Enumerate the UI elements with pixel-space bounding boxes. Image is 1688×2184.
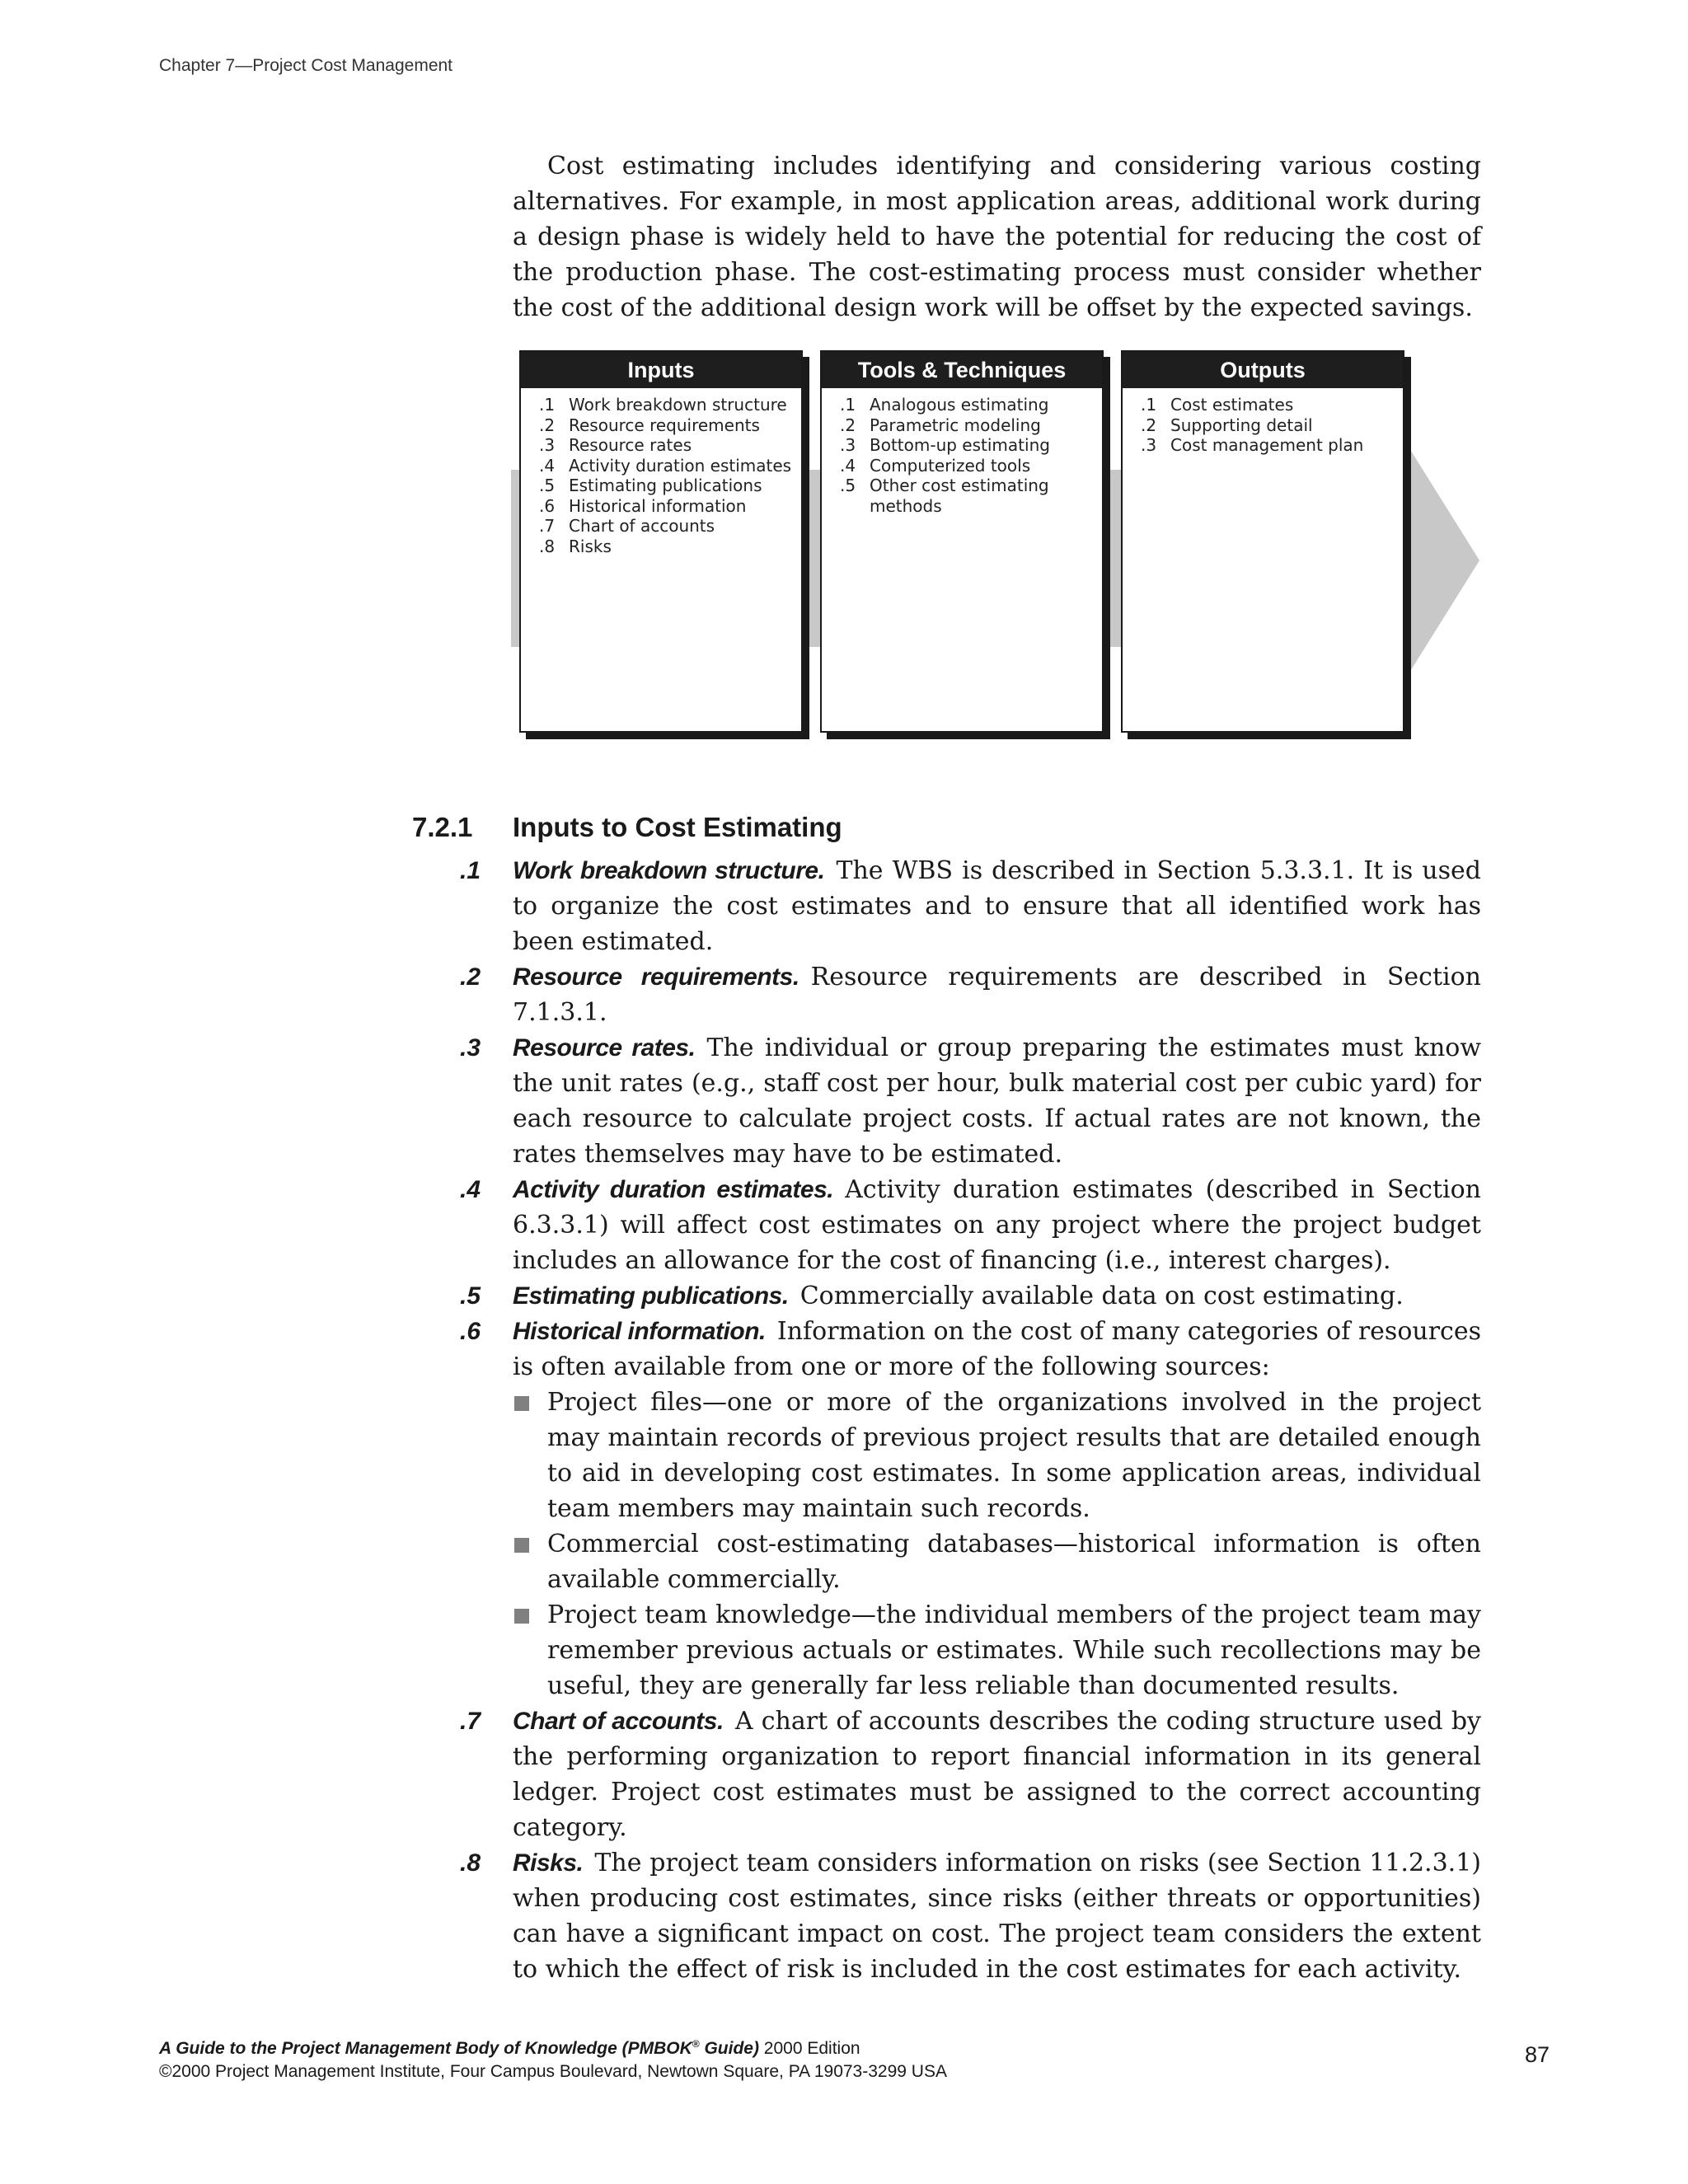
item-number: .3 bbox=[840, 435, 856, 455]
list-item bbox=[1141, 415, 1403, 436]
square-bullet-icon bbox=[514, 1538, 529, 1553]
item-heading: Activity duration estimates. bbox=[513, 1176, 834, 1203]
section-items bbox=[445, 853, 1481, 1987]
list-item bbox=[840, 476, 1102, 516]
list-item bbox=[539, 435, 801, 456]
item-text: Risks bbox=[569, 536, 612, 556]
item-body: Commercially available data on cost estimating. bbox=[799, 1282, 1404, 1310]
item-number: .5 bbox=[840, 476, 856, 495]
inputs-title: Inputs bbox=[521, 352, 801, 388]
list-item bbox=[1141, 435, 1403, 456]
item-heading: Estimating publications. bbox=[513, 1282, 789, 1310]
outputs-title: Outputs bbox=[1123, 352, 1403, 388]
list-item bbox=[840, 435, 1102, 456]
item-body: The individual or group preparing the estimates must know the unit rates (e.g., staff cost per hour, bulk material cost per cubic yard) for each resource to calculate project costs. If actual rates are not known, the rates themselves may have to be estimated. bbox=[513, 1033, 1482, 1169]
flow-arrow-icon bbox=[1397, 429, 1479, 692]
list-item bbox=[539, 496, 801, 517]
square-bullet-icon bbox=[514, 1396, 529, 1411]
bullet-text: Commercial cost-estimating databases—historical information is often available commercially. bbox=[547, 1530, 1481, 1594]
bullet-text: Project files—one or more of the organizations involved in the project may maintain records of previous project results that are detailed enough to aid in developing cost estimates. In some application areas, individual team members may maintain such records. bbox=[547, 1388, 1481, 1523]
footer-guide-line bbox=[159, 2032, 947, 2060]
item-number: .8 bbox=[460, 1849, 481, 1877]
tools-title: Tools & Techniques bbox=[822, 352, 1102, 388]
item-body: The project team considers information on risks (see Section 11.2.3.1) when producing cost estimates, since risks (either threats or opportunities) can have a significant impact on cost. The project team considers the extent to which the effect of risk is included in the cost estimates for each activity. bbox=[513, 1849, 1481, 1984]
process-diagram bbox=[511, 350, 1484, 738]
list-item bbox=[840, 456, 1102, 476]
item-heading: Resource requirements. bbox=[513, 963, 799, 991]
item-text: Other cost estimating methods bbox=[870, 476, 1049, 516]
item-text: Cost estimates bbox=[1170, 395, 1294, 415]
item-text: Estimating publications bbox=[569, 476, 762, 495]
page-number: 87 bbox=[1525, 2042, 1550, 2067]
section-item bbox=[445, 853, 1481, 959]
list-item bbox=[840, 395, 1102, 415]
inputs-box bbox=[519, 350, 803, 733]
registered-mark: ® bbox=[692, 2038, 700, 2050]
bullet-item bbox=[513, 1385, 1481, 1526]
item-number: .6 bbox=[539, 495, 556, 516]
item-number: .4 bbox=[840, 455, 856, 476]
item-number: .3 bbox=[539, 435, 556, 455]
item-body: Resource requirements are described in Section 7.1.3.1. bbox=[513, 963, 1481, 1027]
item-number: .5 bbox=[460, 1282, 481, 1310]
footer bbox=[159, 2032, 947, 2083]
list-item bbox=[539, 456, 801, 476]
running-head: Chapter 7—Project Cost Management bbox=[159, 56, 453, 75]
bullet-item bbox=[513, 1526, 1481, 1597]
item-text: Parametric modeling bbox=[870, 415, 1041, 435]
item-body: Activity duration estimates (described in Section 6.3.3.1) will affect cost estimates on any project where the project budget includes an allowance for the cost of financing (i.e., interest charges). bbox=[513, 1175, 1482, 1275]
item-number: .2 bbox=[539, 415, 556, 435]
item-text: Cost management plan bbox=[1170, 435, 1364, 455]
item-heading: Historical information. bbox=[513, 1318, 766, 1345]
tools-list bbox=[822, 395, 1102, 516]
section-item bbox=[445, 1314, 1481, 1704]
item-number: .2 bbox=[460, 963, 481, 991]
item-heading: Chart of accounts. bbox=[513, 1708, 724, 1735]
item-text: Bottom-up estimating bbox=[870, 435, 1050, 455]
list-item bbox=[539, 537, 801, 557]
item-body: A chart of accounts describes the coding structure used by the performing organization to report financial information in its general ledger. Project cost estimates must be assigned to the correct accounting category. bbox=[513, 1707, 1481, 1842]
bullet-list bbox=[513, 1385, 1481, 1704]
guide-title: A Guide to the Project Management Body of Knowledge (PMBOK bbox=[159, 2039, 692, 2058]
item-number: .2 bbox=[840, 415, 856, 435]
item-text: Work breakdown structure bbox=[569, 395, 787, 415]
item-body: The WBS is described in Section 5.3.3.1. It is used to organize the cost estimates and to ensure that all identified work has been estimated. bbox=[513, 856, 1481, 956]
item-number: .7 bbox=[539, 516, 556, 536]
bullet-item bbox=[513, 1597, 1481, 1704]
item-number: .1 bbox=[840, 395, 856, 415]
list-item bbox=[539, 395, 801, 415]
list-item bbox=[539, 415, 801, 436]
guide-title-end: Guide) bbox=[699, 2039, 759, 2058]
item-text: Historical information bbox=[569, 495, 747, 516]
item-number: .4 bbox=[460, 1176, 481, 1203]
bullet-text: Project team knowledge—the individual members of the project team may remember previous actuals or estimates. While such recollections may be useful, they are generally far less reliable than documented results. bbox=[547, 1601, 1481, 1700]
section-item bbox=[445, 1704, 1481, 1845]
item-text: Chart of accounts bbox=[569, 516, 715, 536]
edition: 2000 Edition bbox=[758, 2039, 860, 2058]
item-number: .1 bbox=[539, 395, 556, 415]
section-item bbox=[445, 959, 1481, 1030]
outputs-box bbox=[1121, 350, 1404, 733]
copyright: ©2000 Project Management Institute, Four Campus Boulevard, Newtown Square, PA 19073-3299 USA bbox=[159, 2062, 947, 2081]
intro-paragraph: Cost estimating includes identifying and considering various costing alternatives. For example, in most application areas, additional work during a design phase is widely held to have the potential for reducing the cost of the production phase. The cost-estimating process must consider whether the cost of the additional design work will be offset by the expected savings. bbox=[513, 152, 1481, 322]
item-number: .6 bbox=[460, 1318, 481, 1345]
section-item bbox=[445, 1030, 1481, 1172]
list-item bbox=[840, 415, 1102, 436]
item-heading: Risks. bbox=[513, 1849, 584, 1877]
item-text: Resource rates bbox=[569, 435, 692, 455]
item-text: Analogous estimating bbox=[870, 395, 1049, 415]
item-number: .3 bbox=[460, 1034, 481, 1062]
item-number: .3 bbox=[1141, 435, 1157, 455]
item-number: .8 bbox=[539, 536, 556, 556]
item-heading: Work breakdown structure. bbox=[513, 857, 825, 884]
item-number: .1 bbox=[460, 857, 481, 884]
item-text: Computerized tools bbox=[870, 455, 1031, 476]
item-text: Activity duration estimates bbox=[569, 455, 792, 476]
square-bullet-icon bbox=[514, 1609, 529, 1624]
item-heading: Resource rates. bbox=[513, 1034, 696, 1062]
section-item bbox=[445, 1845, 1481, 1987]
list-item bbox=[539, 516, 801, 537]
section-item bbox=[445, 1172, 1481, 1278]
item-number: .7 bbox=[460, 1708, 481, 1735]
item-number: .5 bbox=[539, 476, 556, 495]
tools-box bbox=[820, 350, 1104, 733]
inputs-list bbox=[521, 395, 801, 556]
section-title: Inputs to Cost Estimating bbox=[513, 812, 842, 842]
section-item bbox=[445, 1278, 1481, 1314]
list-item bbox=[539, 476, 801, 496]
outputs-list bbox=[1123, 395, 1403, 456]
item-number: .4 bbox=[539, 455, 556, 476]
section-number: 7.2.1 bbox=[412, 812, 473, 842]
item-body: Information on the cost of many categories of resources is often available from one or more of the following sources: bbox=[513, 1317, 1481, 1381]
item-number: .2 bbox=[1141, 415, 1157, 435]
list-item bbox=[1141, 395, 1403, 415]
item-number: .1 bbox=[1141, 395, 1157, 415]
item-text: Supporting detail bbox=[1170, 415, 1313, 435]
item-text: Resource requirements bbox=[569, 415, 760, 435]
